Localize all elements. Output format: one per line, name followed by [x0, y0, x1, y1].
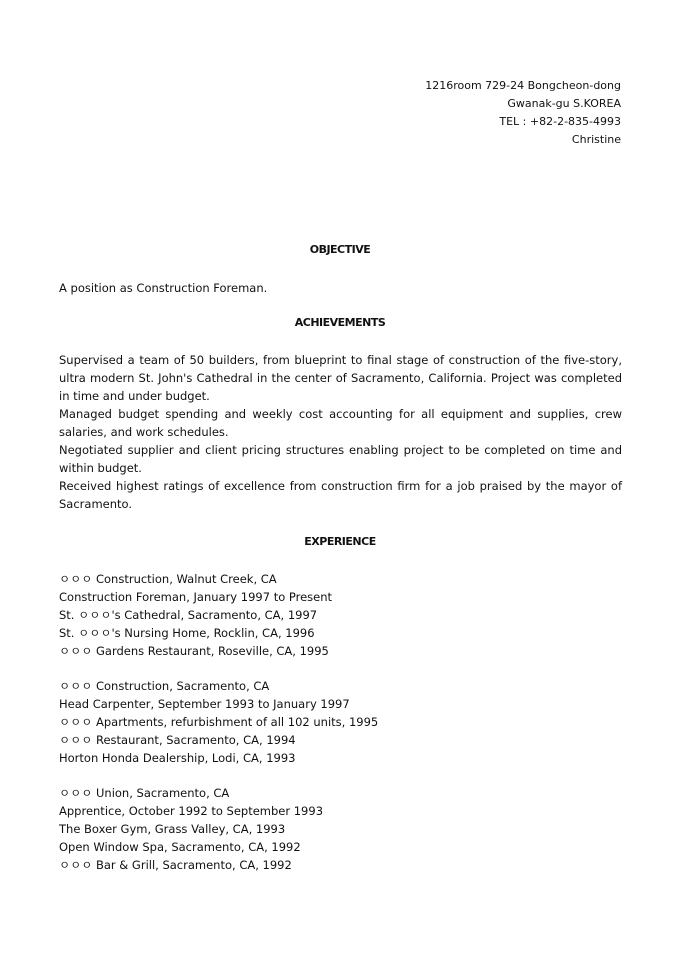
job-position: Head Carpenter, September 1993 to January 1997 [59, 697, 350, 711]
job-project: ㅇㅇㅇ Gardens Restaurant, Roseville, CA, 1995 [59, 644, 329, 658]
job-project: Open Window Spa, Sacramento, CA, 1992 [59, 840, 301, 854]
job-project: St. ㅇㅇㅇ's Cathedral, Sacramento, CA, 1997 [59, 608, 318, 622]
objective-text: A position as Construction Foreman. [59, 281, 268, 295]
contact-block [261, 77, 621, 149]
experience-heading: EXPERIENCE [304, 535, 376, 548]
job-position: Construction Foreman, January 1997 to Present [59, 590, 333, 604]
address-line-2: Gwanak-gu S.KOREA [507, 97, 621, 110]
job-employer: ㅇㅇㅇ Construction, Sacramento, CA [59, 679, 270, 693]
job-employer: ㅇㅇㅇ Construction, Walnut Creek, CA [59, 572, 277, 586]
job-employer: ㅇㅇㅇ Union, Sacramento, CA [59, 786, 230, 800]
job-project: ㅇㅇㅇ Bar & Grill, Sacramento, CA, 1992 [59, 858, 292, 872]
applicant-name: Christine [571, 133, 621, 146]
achievement-item: Supervised a team of 50 builders, from blueprint to final stage of construction of the five-story, ultra modern St. John's Cathedral in the center of Sacramento, California. Project was completed in time and under budget. [59, 353, 622, 403]
objective-heading: OBJECTIVE [309, 243, 371, 256]
address-line-1: 1216room 729-24 Bongcheon-dong [425, 79, 621, 92]
job-position: Apprentice, October 1992 to September 1993 [59, 804, 324, 818]
job-entry [59, 677, 622, 767]
job-entry [59, 784, 622, 874]
achievement-item: Negotiated supplier and client pricing structures enabling project to be completed on time and within budget. [59, 443, 622, 475]
achievement-item: Received highest ratings of excellence from construction firm for a job praised by the mayor of Sacramento. [59, 479, 622, 511]
job-project: ㅇㅇㅇ Apartments, refurbishment of all 102 units, 1995 [59, 715, 379, 729]
achievements-heading: ACHIEVEMENTS [294, 316, 386, 329]
job-project: St. ㅇㅇㅇ's Nursing Home, Rocklin, CA, 1996 [59, 626, 315, 640]
job-project: Horton Honda Dealership, Lodi, CA, 1993 [59, 751, 296, 765]
job-entry [59, 570, 622, 660]
achievements-list [59, 351, 622, 513]
achievement-item: Managed budget spending and weekly cost accounting for all equipment and supplies, crew salaries, and work schedules. [59, 407, 622, 439]
job-project: The Boxer Gym, Grass Valley, CA, 1993 [59, 822, 286, 836]
job-project: ㅇㅇㅇ Restaurant, Sacramento, CA, 1994 [59, 733, 296, 747]
phone-number: TEL : +82-2-835-4993 [499, 115, 621, 128]
